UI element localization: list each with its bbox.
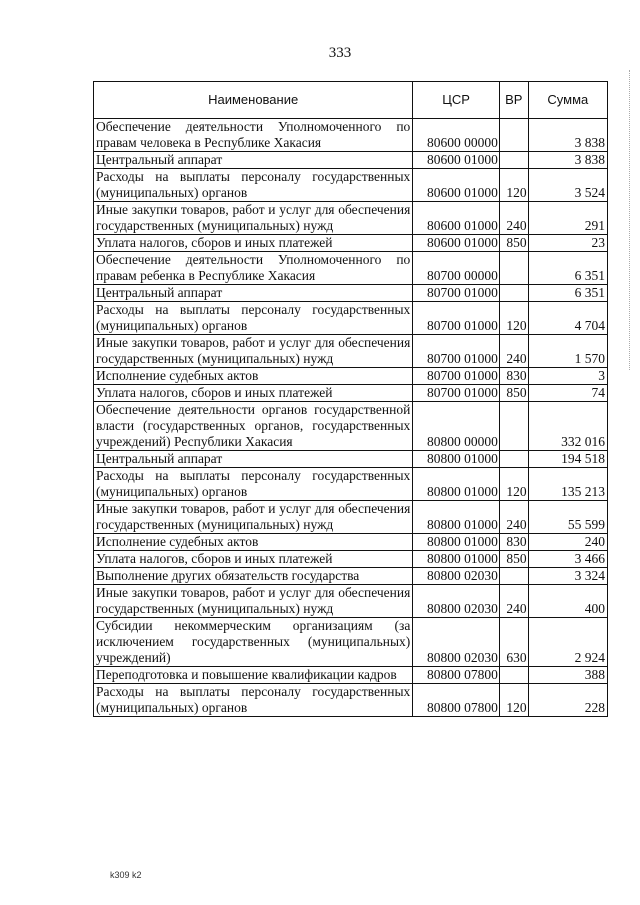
cell-vr — [499, 667, 528, 684]
cell-vr: 850 — [499, 235, 528, 252]
table-row — [94, 534, 608, 551]
cell-csr: 80600 01000 — [413, 202, 500, 235]
cell-vr — [499, 568, 528, 585]
cell-csr: 80700 00000 — [413, 252, 500, 285]
cell-sum: 55 599 — [528, 501, 607, 534]
cell-csr: 80800 02030 — [413, 585, 500, 618]
cell-vr: 120 — [499, 302, 528, 335]
cell-name: Иные закупки товаров, работ и услуг для обеспечения государственных (муниципальных) нужд — [94, 501, 413, 534]
cell-sum: 4 704 — [528, 302, 607, 335]
table-row — [94, 402, 608, 451]
cell-name: Исполнение судебных актов — [94, 368, 413, 385]
cell-sum: 6 351 — [528, 252, 607, 285]
cell-name: Обеспечение деятельности Уполномоченного по правам ребенка в Республике Хакасия — [94, 252, 413, 285]
cell-sum: 2 924 — [528, 618, 607, 667]
cell-name: Иные закупки товаров, работ и услуг для обеспечения государственных (муниципальных) нужд — [94, 202, 413, 235]
cell-csr: 80800 01000 — [413, 451, 500, 468]
cell-vr — [499, 119, 528, 152]
table-row — [94, 169, 608, 202]
footer-code: k309 k2 — [110, 870, 142, 880]
table-row — [94, 501, 608, 534]
cell-sum: 388 — [528, 667, 607, 684]
cell-name: Расходы на выплаты персоналу государственных (муниципальных) органов — [94, 169, 413, 202]
cell-sum: 3 838 — [528, 152, 607, 169]
cell-sum: 332 016 — [528, 402, 607, 451]
budget-table — [93, 81, 608, 717]
cell-csr: 80600 00000 — [413, 119, 500, 152]
header-vr: ВР — [499, 82, 528, 119]
table-row — [94, 684, 608, 717]
table-body — [94, 119, 608, 717]
cell-name: Центральный аппарат — [94, 152, 413, 169]
cell-name: Центральный аппарат — [94, 451, 413, 468]
cell-vr — [499, 402, 528, 451]
cell-csr: 80700 01000 — [413, 335, 500, 368]
header-sum: Сумма — [528, 82, 607, 119]
cell-name: Обеспечение деятельности органов государственной власти (государственных органов, государственных учреждений) Республики Хакасия — [94, 402, 413, 451]
cell-vr: 120 — [499, 684, 528, 717]
cell-vr: 630 — [499, 618, 528, 667]
cell-vr — [499, 451, 528, 468]
cell-name: Уплата налогов, сборов и иных платежей — [94, 385, 413, 402]
cell-sum: 228 — [528, 684, 607, 717]
cell-csr: 80800 07800 — [413, 667, 500, 684]
cell-csr: 80700 01000 — [413, 368, 500, 385]
cell-sum: 3 838 — [528, 119, 607, 152]
cell-csr: 80800 01000 — [413, 534, 500, 551]
table-row — [94, 252, 608, 285]
cell-sum: 400 — [528, 585, 607, 618]
cell-csr: 80600 01000 — [413, 169, 500, 202]
cell-csr: 80800 01000 — [413, 501, 500, 534]
table-row — [94, 585, 608, 618]
cell-vr: 240 — [499, 585, 528, 618]
cell-name: Иные закупки товаров, работ и услуг для обеспечения государственных (муниципальных) нужд — [94, 335, 413, 368]
cell-sum: 3 466 — [528, 551, 607, 568]
cell-vr — [499, 152, 528, 169]
table-row — [94, 551, 608, 568]
cell-csr: 80800 00000 — [413, 402, 500, 451]
table-header-row — [94, 82, 608, 119]
cell-sum: 3 — [528, 368, 607, 385]
cell-name: Выполнение других обязательств государства — [94, 568, 413, 585]
cell-sum: 3 324 — [528, 568, 607, 585]
cell-name: Уплата налогов, сборов и иных платежей — [94, 235, 413, 252]
cell-sum: 3 524 — [528, 169, 607, 202]
cell-csr: 80600 01000 — [413, 152, 500, 169]
table-row — [94, 285, 608, 302]
cell-vr: 240 — [499, 501, 528, 534]
cell-csr: 80700 01000 — [413, 285, 500, 302]
cell-vr — [499, 252, 528, 285]
cell-vr — [499, 285, 528, 302]
table-row — [94, 667, 608, 684]
margin-marks — [629, 70, 632, 370]
cell-vr: 120 — [499, 169, 528, 202]
cell-vr: 120 — [499, 468, 528, 501]
table-row — [94, 152, 608, 169]
table-row — [94, 468, 608, 501]
cell-sum: 74 — [528, 385, 607, 402]
table-row — [94, 335, 608, 368]
cell-name: Иные закупки товаров, работ и услуг для обеспечения государственных (муниципальных) нужд — [94, 585, 413, 618]
cell-sum: 6 351 — [528, 285, 607, 302]
cell-csr: 80800 02030 — [413, 568, 500, 585]
cell-sum: 135 213 — [528, 468, 607, 501]
cell-sum: 240 — [528, 534, 607, 551]
cell-vr: 830 — [499, 534, 528, 551]
cell-sum: 23 — [528, 235, 607, 252]
cell-name: Центральный аппарат — [94, 285, 413, 302]
cell-vr: 850 — [499, 385, 528, 402]
table-row — [94, 202, 608, 235]
cell-name: Исполнение судебных актов — [94, 534, 413, 551]
cell-csr: 80700 01000 — [413, 385, 500, 402]
cell-csr: 80800 01000 — [413, 551, 500, 568]
table-row — [94, 368, 608, 385]
page-number: 333 — [328, 45, 352, 61]
cell-sum: 1 570 — [528, 335, 607, 368]
cell-csr: 80700 01000 — [413, 302, 500, 335]
cell-name: Уплата налогов, сборов и иных платежей — [94, 551, 413, 568]
cell-vr: 830 — [499, 368, 528, 385]
cell-name: Переподготовка и повышение квалификации кадров — [94, 667, 413, 684]
header-name: Наименование — [94, 82, 413, 119]
cell-name: Обеспечение деятельности Уполномоченного по правам человека в Республике Хакасия — [94, 119, 413, 152]
header-csr: ЦСР — [413, 82, 500, 119]
cell-csr: 80800 02030 — [413, 618, 500, 667]
cell-sum: 194 518 — [528, 451, 607, 468]
cell-name: Расходы на выплаты персоналу государственных (муниципальных) органов — [94, 684, 413, 717]
table-row — [94, 302, 608, 335]
cell-name: Расходы на выплаты персоналу государственных (муниципальных) органов — [94, 468, 413, 501]
cell-vr: 850 — [499, 551, 528, 568]
cell-csr: 80800 07800 — [413, 684, 500, 717]
table-row — [94, 235, 608, 252]
cell-vr: 240 — [499, 202, 528, 235]
cell-sum: 291 — [528, 202, 607, 235]
table-row — [94, 385, 608, 402]
cell-csr: 80600 01000 — [413, 235, 500, 252]
table-row — [94, 568, 608, 585]
table-row — [94, 119, 608, 152]
cell-name: Субсидии некоммерческим организациям (за исключением государственных (муниципальных) учреждений) — [94, 618, 413, 667]
table-row — [94, 618, 608, 667]
table-row — [94, 451, 608, 468]
cell-vr: 240 — [499, 335, 528, 368]
cell-name: Расходы на выплаты персоналу государственных (муниципальных) органов — [94, 302, 413, 335]
cell-csr: 80800 01000 — [413, 468, 500, 501]
